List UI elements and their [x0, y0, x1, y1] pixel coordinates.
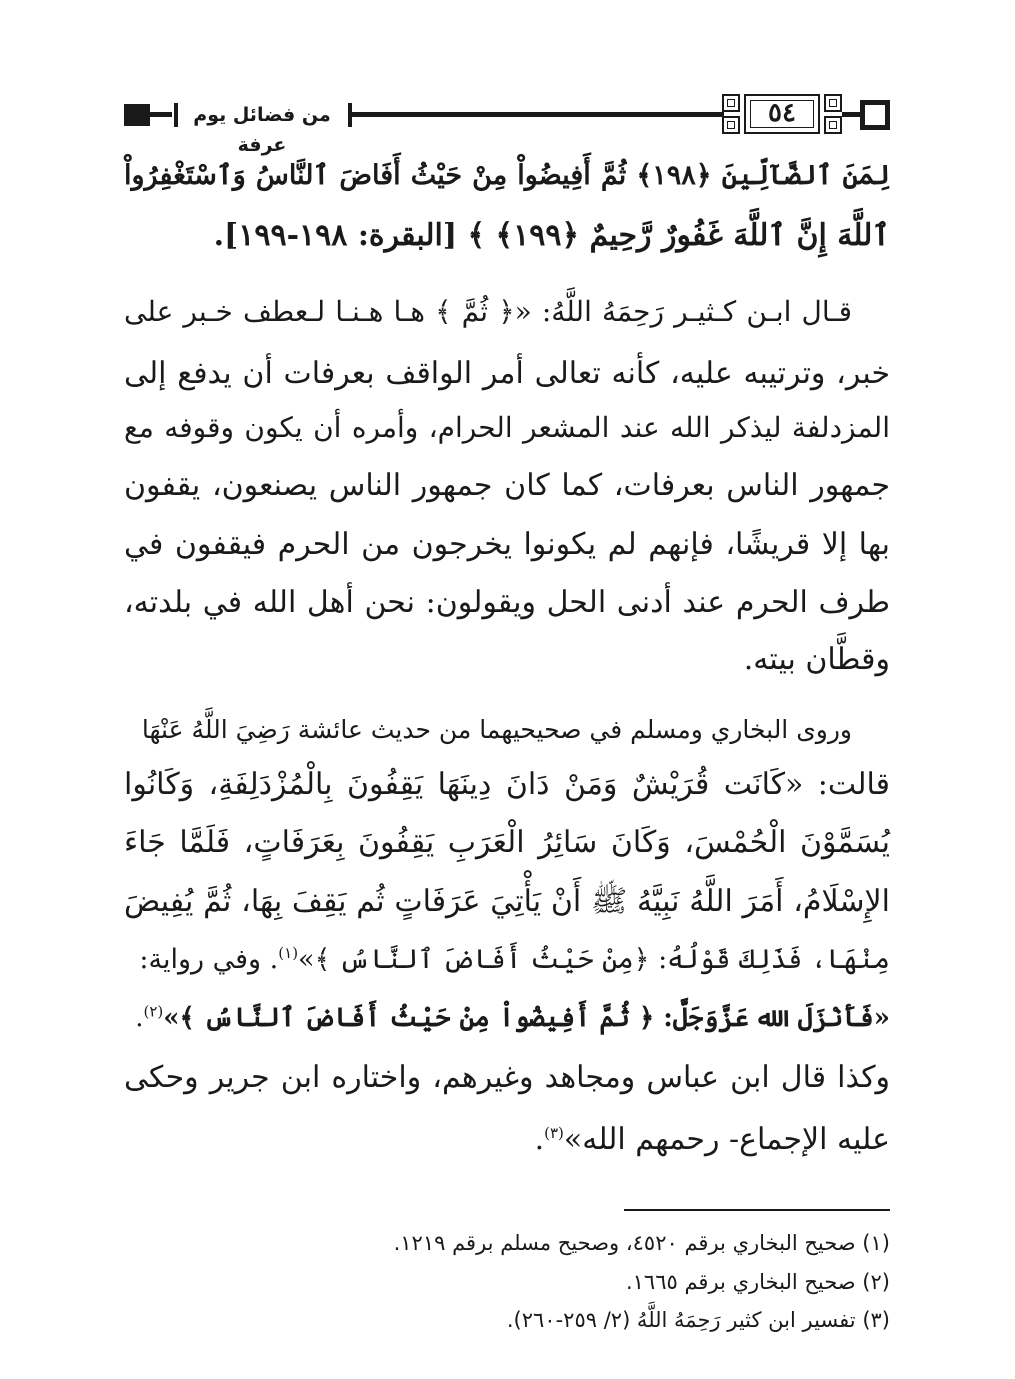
header-ornament-left [124, 104, 150, 126]
hadith-line: الإِسْلَامُ، أَمَرَ اللَّهُ نَبِيَّهُ ﷺ أَنْ يَأْتِيَ عَرَفَاتٍ ثُم يَقِفَ بِهَا، ثُمَّ يُفِيضَ [124, 884, 890, 919]
footnote-ref-1[interactable]: (١) [278, 944, 299, 962]
footnote-ref-3[interactable]: (٣) [544, 1124, 564, 1142]
page-number-frame [722, 92, 842, 136]
page-header [124, 92, 890, 156]
footnote-1: (١) صحيح البخاري برقم ٤٥٢٠، وصحيح مسلم برقم ١٢١٩. [393, 1231, 890, 1255]
paragraph-line: وروى البخاري ومسلم في صحيحيهما من حديث عائشة رَضِيَ اللَّهُ عَنْهَا [141, 715, 852, 744]
footnote-separator [624, 1209, 890, 1211]
footnote-3: (٣) تفسير ابن كثير رَحِمَهُ اللَّهُ (٢/ ٢٥٩-٢٦٠). [506, 1308, 890, 1332]
frame-knot [722, 94, 740, 112]
header-ornament-right [860, 100, 890, 130]
hadith-line: قالت: «كَانَت قُرَيْشٌ وَمَنْ دَانَ دِينَهَا يَقِفُونَ بِالْمُزْدَلِفَةِ، وَكَانُوا [124, 767, 890, 802]
verse-line: ٱللَّهَ إِنَّ ٱللَّهَ غَفُورٌ رَّحِيمٌ ﴿١٩٩﴾ ﴾ [البقرة: ١٩٨-١٩٩]. [213, 218, 890, 253]
hadith-line: مِنْهَا، فَذَلِكَ قَوْلُهُ: ﴿مِنْ حَيْثُ أَفَاضَ ٱلنَّاسُ ﴾»$^{(١)}$. وفي رواية: [139, 944, 890, 975]
footnote-2: (٢) صحيح البخاري برقم ١٦٦٥. [625, 1270, 890, 1294]
running-title: من فضائل يوم عرفة [193, 104, 331, 156]
hadith-line: «فَأَنْزَلَ الله عَزَّوَجَلَّ: ﴿ ثُمَّ أَفِيضُواْ مِنْ حَيْثُ أَفَاضَ ٱلنَّاسُ ﴾»$^{(٢)}$. [135, 1002, 890, 1033]
paragraph-line: وكذا قال ابن عباس ومجاهد وغيرهم، واختاره ابن جرير وحكى [124, 1060, 890, 1095]
paragraph-line: قـال ابـن كـثيـر رَحِمَهُ اللَّهُ: «﴿ ثُمَّ ﴾ هـا هـنـا لـعطف خـبر على [124, 295, 852, 328]
footnote-ref-2[interactable]: (٢) [143, 1002, 164, 1021]
hadith-line: يُسَمَّوْنَ الْحُمْسَ، وَكَانَ سَائِرُ الْعَرَبِ يَقِفُونَ بِعَرَفَاتٍ، فَلَمَّا جَاءَ [124, 825, 890, 860]
frame-knot [824, 94, 842, 112]
header-bar [150, 112, 172, 117]
paragraph-line: وقطَّان بيته. [743, 642, 890, 677]
header-rule [352, 112, 724, 117]
paragraph-line: عليه الإجماع- رحمهم الله»$^{(٣)}$. [534, 1122, 890, 1157]
page-number: ٥٤ [768, 98, 796, 128]
paragraph-line: خبر، وترتيبه عليه، كأنه تعالى أمر الواقف بعرفات أن يدفع إلى [124, 356, 890, 391]
header-tick [174, 103, 178, 127]
verse-line: لِمَنَ ٱلضَّآلِّينَ ﴿١٩٨﴾ ثُمَّ أَفِيضُواْ مِنْ حَيْثُ أَفَاضَ ٱلنَّاسُ وَٱسْتَغْفِرُواْ [124, 160, 891, 191]
paragraph-line: طرف الحرم عند أدنى الحل ويقولون: نحن أهل الله في بلدته، [124, 585, 890, 620]
frame-knot [824, 116, 842, 134]
frame-knot [722, 116, 740, 134]
paragraph-line: المزدلفة ليذكر الله عند المشعر الحرام، وأمره أن يكون وقوفه مع [124, 411, 890, 444]
paragraph-line: بها إلا قريشًا، فإنهم لم يكونوا يخرجون من الحرم فيقفون في [124, 527, 890, 562]
paragraph-line: جمهور الناس بعرفات، كما كان جمهور الناس يصنعون، يقفون [124, 468, 890, 503]
